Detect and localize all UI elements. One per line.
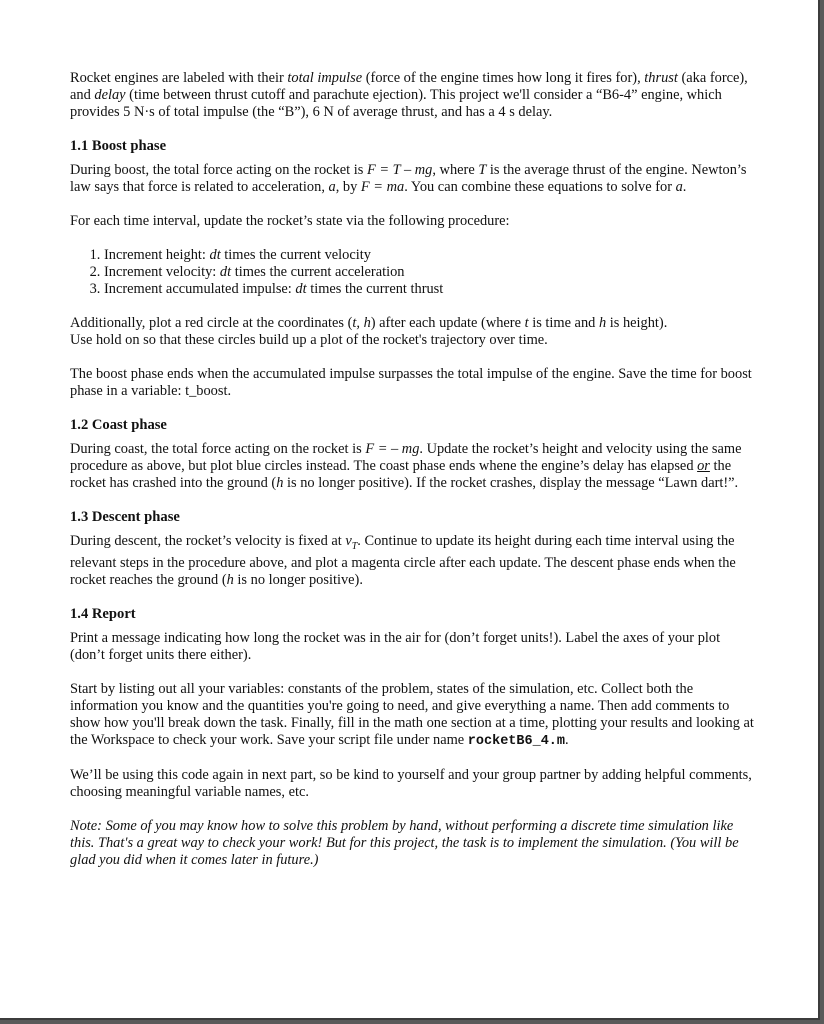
text: Rocket engines are labeled with their	[70, 70, 288, 86]
term-thrust: thrust	[644, 70, 678, 86]
equation: F = ma	[360, 179, 405, 195]
variable: dt	[219, 264, 232, 280]
text: times the current velocity	[220, 247, 371, 263]
script-filename: rocketB6_4.m	[467, 733, 566, 749]
text: . Continue to update its height during each time interval using the relevant steps in the procedure above, and plot a magenta circle after each update. The descent phase ends when the rocket reaches the ground (	[70, 533, 736, 588]
variable: dt	[209, 247, 221, 263]
text: .	[682, 179, 687, 195]
text: During descent, the rocket’s velocity is fixed at	[70, 533, 346, 549]
variable: a	[328, 179, 336, 195]
term-total-impulse: total impulse	[287, 70, 363, 86]
list-item	[104, 264, 756, 281]
heading-boost-phase: 1.1 Boost phase	[70, 138, 167, 154]
text: Start by listing out all your variables: constants of the problem, states of the simulation, etc. Collect both the information you know and the quantities you're going to need, and give everything a name. Then add comments to show how you'll break down the task. Finally, fill in the math one section at a time, plotting your results and looking at the Workspace to check your work. Save your script file under name	[70, 680, 754, 748]
heading-descent-phase: 1.3 Descent phase	[70, 509, 180, 525]
text: Increment velocity:	[104, 264, 220, 280]
text: .	[565, 731, 569, 748]
text: is the average thrust of the engine. Newton’s law says that force is related to acceleration,	[70, 162, 747, 195]
list-item	[104, 281, 756, 298]
text: During boost, the total force acting on the rocket is	[70, 162, 367, 178]
variable: a	[675, 179, 683, 195]
variable: h	[276, 475, 284, 491]
text: . You can combine these equations to solve for	[404, 179, 676, 195]
text: , where	[432, 162, 479, 178]
note-paragraph: Note: Some of you may know how to solve this problem by hand, without performing a discrete time simulation like this. That's a great way to check your work! But for this project, the task is to implement the simulation. (You will be glad you did when it comes later in future.)	[70, 817, 739, 868]
report-paragraph-3: We’ll be using this code again in next part, so be kind to yourself and your group partner by adding helpful comments, choosing meaningful variable names, etc.	[70, 766, 752, 800]
text: Increment accumulated impulse:	[104, 281, 296, 297]
emphasis-or: or	[697, 458, 710, 474]
equation: F = T – mg	[366, 162, 433, 178]
text: is height).	[606, 315, 668, 331]
text: , by	[335, 179, 361, 195]
text: is time and	[528, 315, 599, 331]
text: the rocket has crashed into the ground (	[70, 458, 732, 491]
variable: t	[524, 315, 529, 331]
procedure-list	[70, 247, 756, 298]
equation: F = – mg	[365, 441, 420, 457]
variable: h	[226, 571, 234, 588]
text: times the current acceleration	[231, 264, 405, 280]
text: times the current thrust	[306, 281, 444, 297]
term-delay: delay	[94, 87, 126, 103]
text: During coast, the total force acting on the rocket is	[70, 441, 366, 457]
heading-report: 1.4 Report	[70, 605, 136, 622]
text: (force of the engine times how long it fires for),	[362, 70, 645, 86]
report-paragraph-2	[70, 681, 756, 750]
variable: T	[478, 162, 487, 178]
variable: t, h	[352, 315, 371, 331]
text: (time between thrust cutoff and parachute ejection). This project we'll consider a “B6-4” engine, which provides 5 N·s of total impulse (the “B”), 6 N of average thrust, and has a 4 s delay.	[70, 87, 722, 120]
text: ) after each update (where	[370, 315, 525, 331]
boost-paragraph-3	[70, 315, 756, 349]
text: Additionally, plot a red circle at the coordinates (	[70, 315, 353, 331]
document-content	[70, 70, 756, 869]
variable: h	[598, 315, 607, 331]
text: is no longer positive). If the rocket crashes, display the message “Lawn dart!”.	[283, 475, 739, 491]
subscript: T	[351, 540, 358, 552]
variable: dt	[295, 281, 307, 297]
text: (aka force), and	[70, 70, 748, 103]
boost-paragraph-4: The boost phase ends when the accumulated impulse surpasses the total impulse of the engine. Save the time for boost phase in a variable: t_boost.	[70, 366, 752, 399]
text: . Update the rocket’s height and velocity using the same procedure as above, but plot blue circles instead. The coast phase ends whene the engine’s delay has elapsed	[70, 441, 742, 474]
descent-paragraph	[70, 533, 756, 589]
variable: v	[345, 533, 352, 549]
report-paragraph-1: Print a message indicating how long the rocket was in the air for (don’t forget units!). Label the axes of your plot (don’t forget units there either).	[70, 629, 721, 663]
text: Use hold on so that these circles build up a plot of the rocket's trajectory over time.	[70, 332, 548, 348]
intro-paragraph	[70, 70, 756, 121]
text: is no longer positive).	[233, 571, 363, 588]
boost-paragraph-1	[70, 162, 756, 196]
heading-coast-phase: 1.2 Coast phase	[70, 417, 167, 433]
boost-paragraph-2: For each time interval, update the rocket’s state via the following procedure:	[70, 213, 510, 229]
text: Increment height:	[104, 247, 210, 263]
list-item	[104, 247, 756, 264]
coast-paragraph	[70, 441, 756, 492]
